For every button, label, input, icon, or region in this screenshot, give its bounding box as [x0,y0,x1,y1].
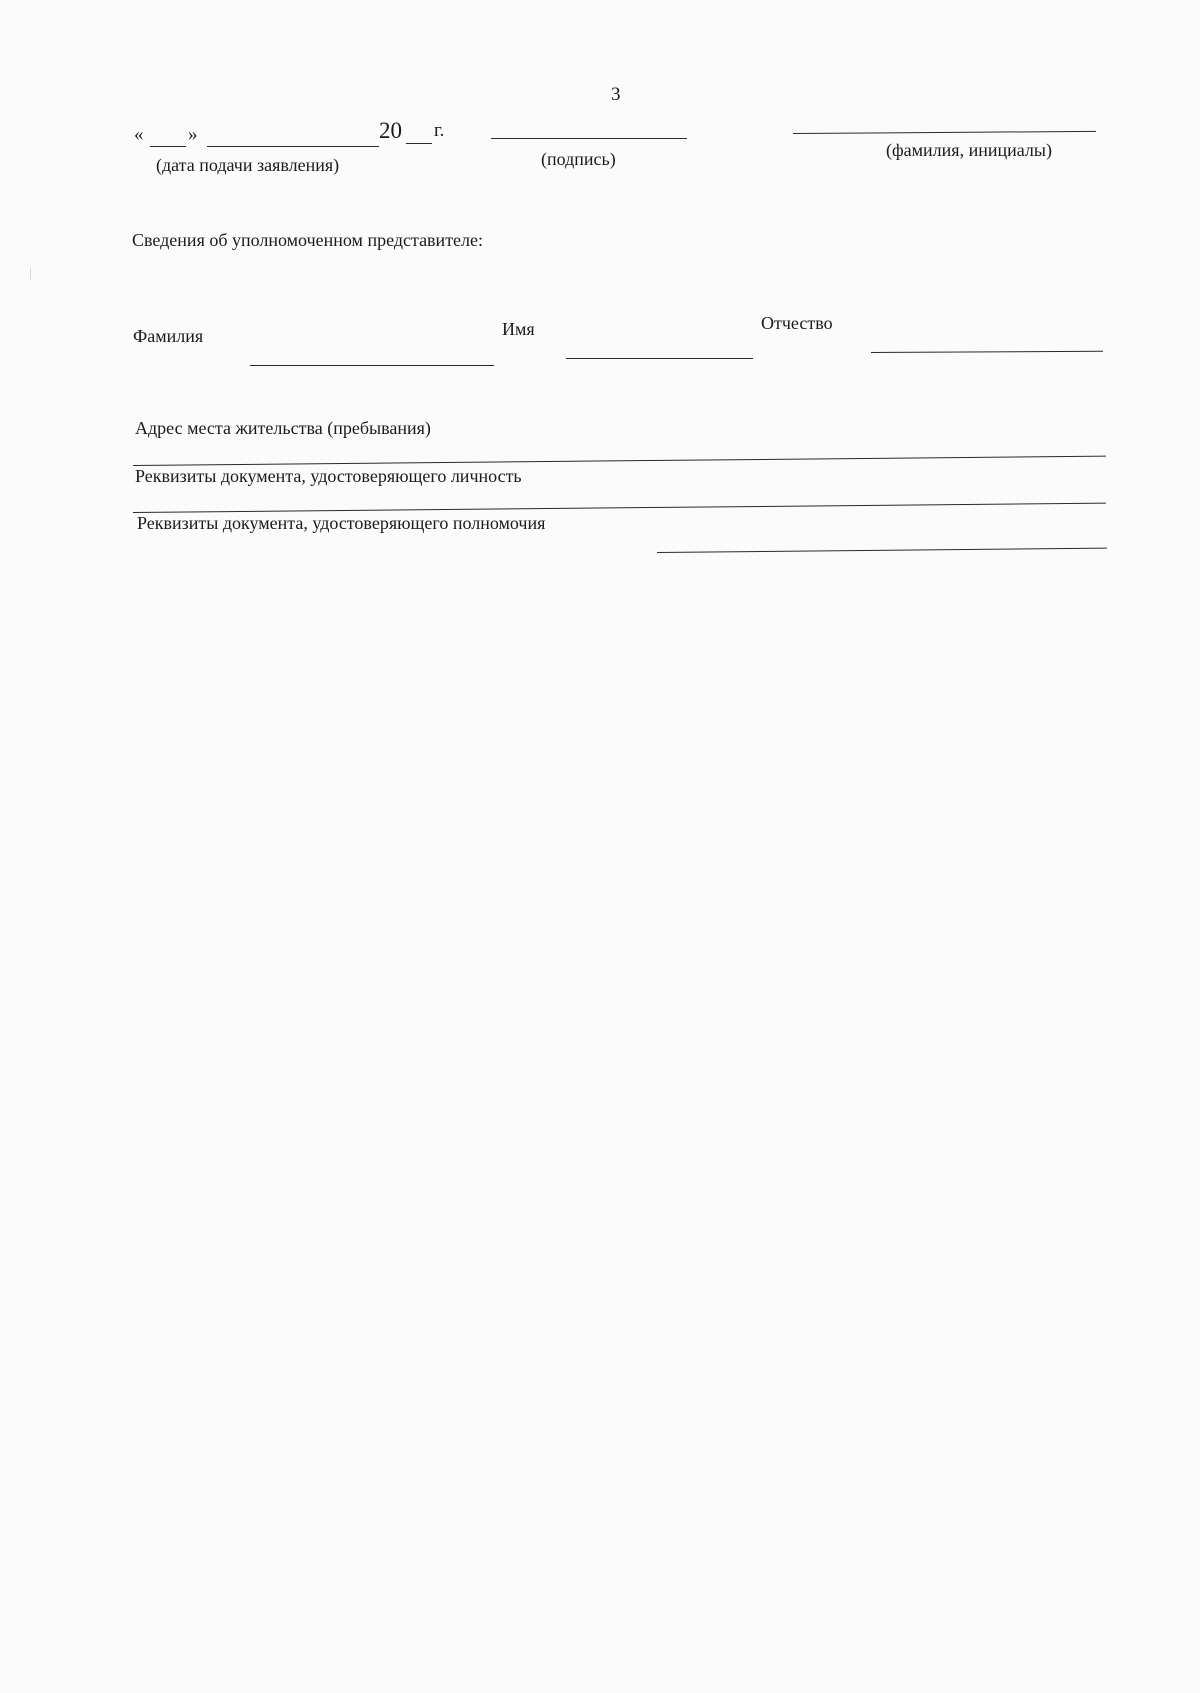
name-initials-blank-line [793,131,1096,134]
address-label: Адрес места жительства (пребывания) [135,418,431,438]
patronymic-label: Отчество [761,313,833,333]
signature-blank-line [491,138,687,139]
date-quote-close: » [188,124,198,145]
name-label: Имя [502,319,535,339]
address-blank-line [133,456,1106,466]
identity-document-blank-line [133,503,1106,513]
month-blank-line [207,146,379,147]
name-initials-caption: (фамилия, инициалы) [886,140,1052,160]
surname-blank-line [250,365,494,366]
day-blank-line [150,146,186,147]
year-blank-line [406,143,432,144]
date-quote-open: « [134,124,144,145]
scan-artifact [30,268,31,280]
identity-document-label: Реквизиты документа, удостоверяющего личность [135,466,522,486]
representative-heading: Сведения об уполномоченном представителе: [132,230,484,250]
name-blank-line [566,358,753,359]
surname-label: Фамилия [133,326,204,346]
signature-caption: (подпись) [541,149,616,169]
patronymic-blank-line [871,351,1103,353]
year-prefix: 20 [379,118,402,143]
authority-document-blank-line [657,548,1107,553]
authority-document-label: Реквизиты документа, удостоверяющего полномочия [137,513,546,533]
page-number: 3 [611,84,621,105]
date-caption: (дата подачи заявления) [156,155,340,175]
year-suffix: г. [434,120,445,141]
